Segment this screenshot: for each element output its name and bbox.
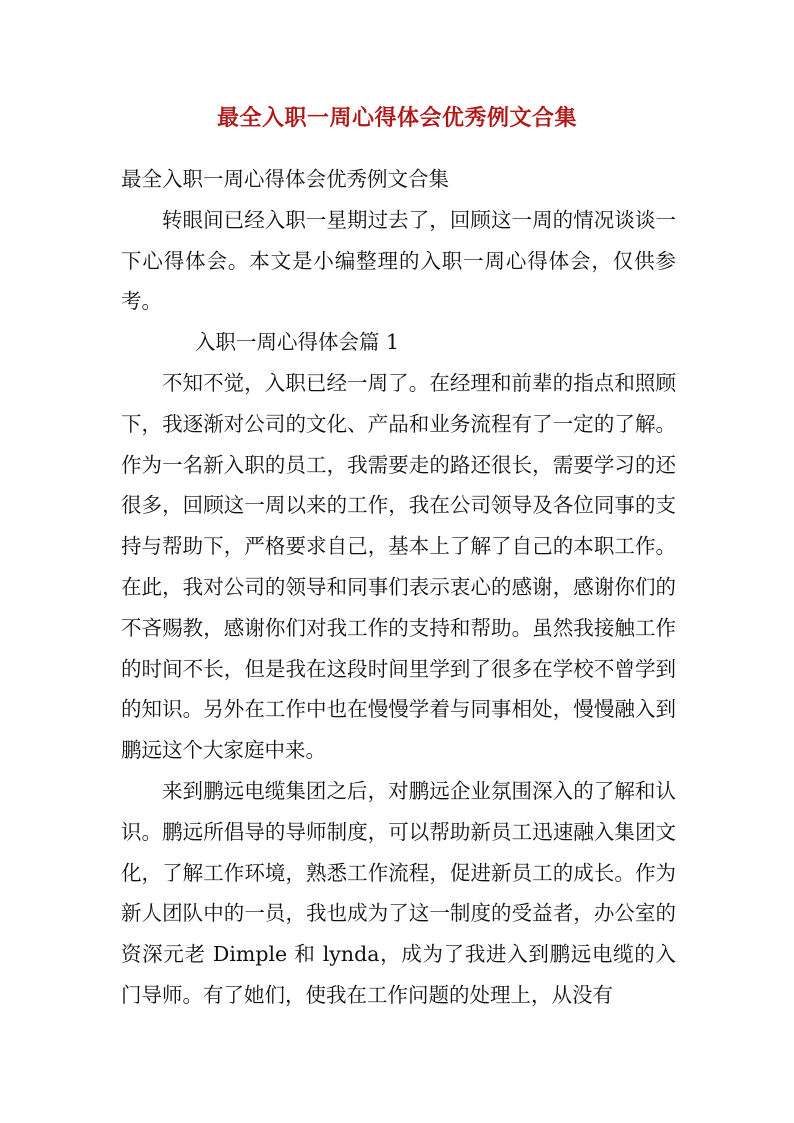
section-heading: 入职一周心得体会篇 1 [195, 330, 400, 355]
intro-paragraph: 转眼间已经入职一星期过去了，回顾这一周的情况谈谈一下心得体会。本文是小编整理的入职一周心得体会，仅供参考。 [121, 207, 676, 314]
body-paragraph: 来到鹏远电缆集团之后，对鹏远企业氛围深入的了解和认识。鹏远所倡导的导师制度，可以帮助新员工迅速融入集团文化，了解工作环境，熟悉工作流程，促进新员工的成长。作为新人团队中的一员，我也成为了这一制度的受益者，办公室的资深元老 Dimple 和 lynda，成为了我进入到鹏远电缆的入门导师。有了她们，使我在工作问题的处理上，从没有 [121, 778, 676, 1007]
document-body [121, 159, 676, 1016]
subtitle-line: 最全入职一周心得体会优秀例文合集 [121, 167, 449, 191]
body-paragraph: 不知不觉，入职已经一周了。在经理和前辈的指点和照顾下，我逐渐对公司的文化、产品和业务流程有了一定的了解。作为一名新入职的员工，我需要走的路还很长，需要学习的还很多，回顾这一周以来的工作，我在公司领导及各位同事的支持与帮助下，严格要求自己，基本上了解了自己的本职工作。在此，我对公司的领导和同事们表示衷心的感谢，感谢你们的不吝赐教，感谢你们对我工作的支持和帮助。虽然我接触工作的时间不长，但是我在这段时间里学到了很多在学校不曾学到的知识。另外在工作中也在慢慢学着与同事相处，慢慢融入到鹏远这个大家庭中来。 [121, 370, 676, 763]
document-title: 最全入职一周心得体会优秀例文合集 [216, 105, 577, 131]
